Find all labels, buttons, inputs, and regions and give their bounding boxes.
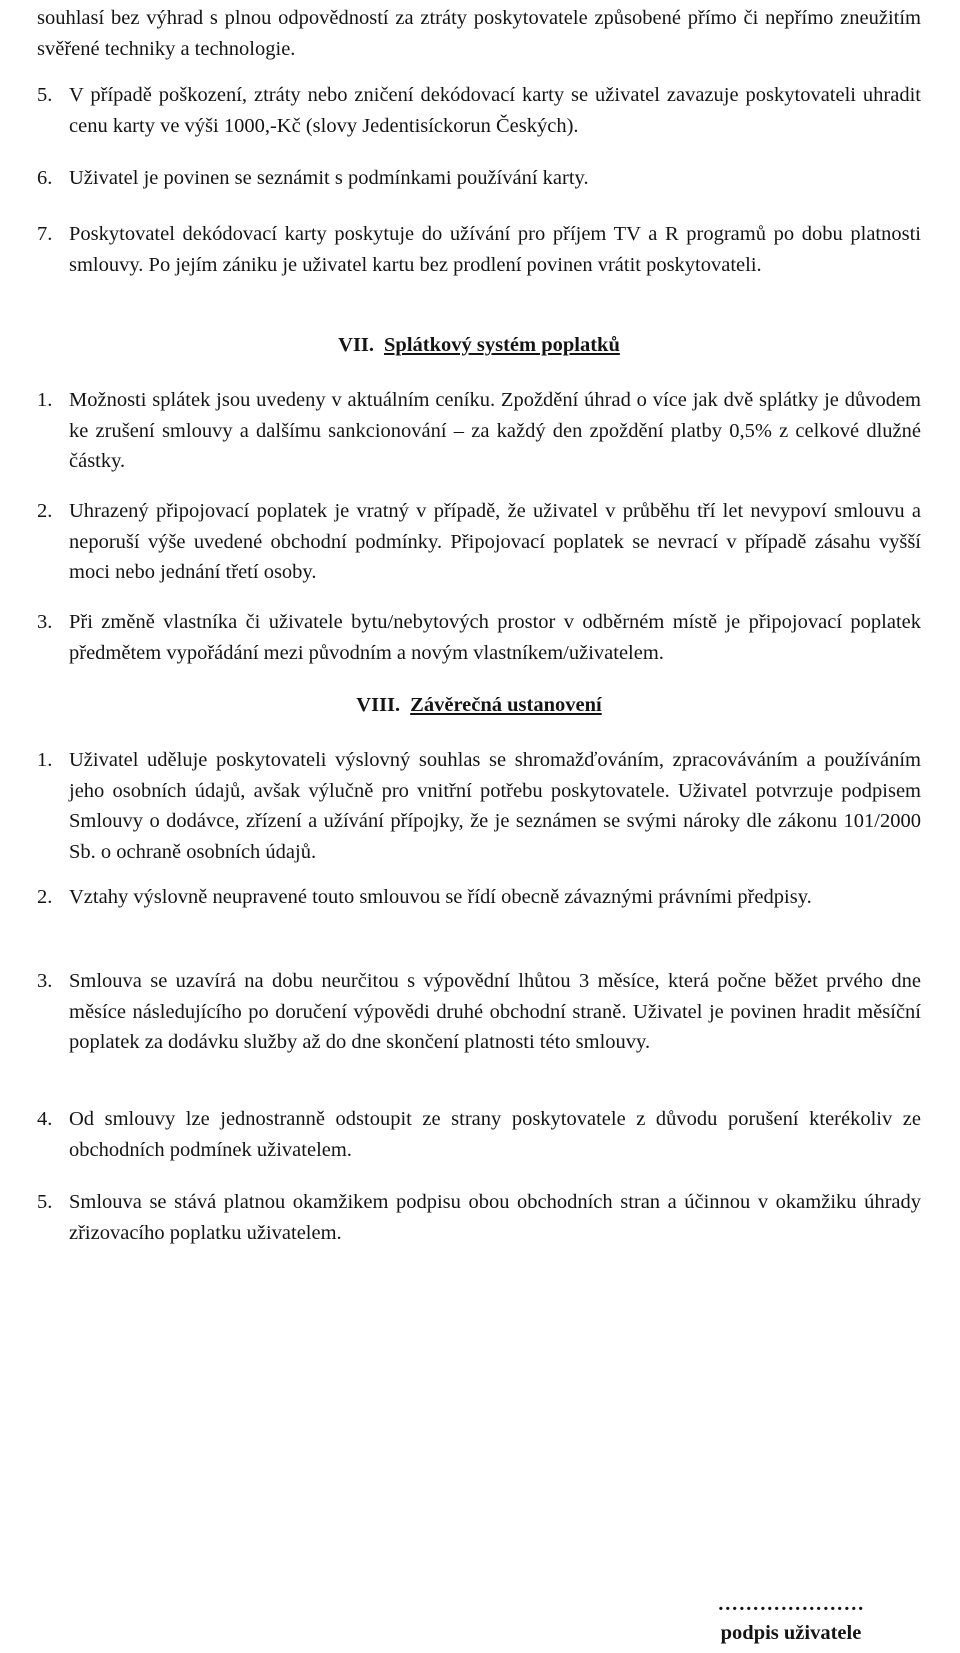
item-number: 3. [37, 970, 53, 992]
item-text: Poskytovatel dekódovací karty poskytuje do užívání pro příjem TV a R programů po dobu platnosti smlouvy. Po jejím zániku je uživatel kartu bez prodlení povinen vrátit poskytovateli. [69, 223, 921, 276]
item-text: Smlouva se uzavírá na dobu neurčitou s výpovědní lhůtou 3 měsíce, která počne běžet prvého dne měsíce následujícího po doručení výpovědi druhé obchodní straně. Uživatel je povinen hradit měsíční poplatek za dodávku služby až do dne skončení platnosti této smlouvy. [69, 970, 921, 1053]
section-vii-item-1 [37, 385, 921, 477]
item-text: Smlouva se stává platnou okamžikem podpisu obou obchodních stran a účinnou v okamžiku úhrady zřizovacího poplatku uživatelem. [69, 1191, 921, 1244]
item-text: Vztahy výslovně neupravené touto smlouvou se řídí obecně závaznými právními předpisy. [69, 886, 812, 908]
section-number: VIII. [356, 694, 401, 716]
signature-label: podpis uživatele [720, 1622, 862, 1644]
item-text: Uživatel uděluje poskytovateli výslovný souhlas se shromažďováním, zpracováváním a používáním jeho osobních údajů, avšak výlučně pro vnitřní potřebu poskytovatele. Uživatel potvrzuje podpisem Smlouvy o dodávce, zřízení a užívání přípojky, že je seznámen se svými nároky dle zákonu 101/2000 Sb. o ochraně osobních údajů. [69, 749, 921, 863]
section-vii-item-2 [37, 496, 921, 588]
item-number: 5. [37, 1191, 53, 1213]
section-vi-item-6 [37, 163, 921, 194]
section-vii-heading [37, 330, 921, 361]
section-viii-heading [37, 690, 921, 721]
section-viii-item-3 [37, 966, 921, 1058]
item-number: 6. [37, 167, 53, 189]
section-title: Závěrečná ustanovení [410, 694, 602, 716]
section-viii-item-4 [37, 1104, 921, 1165]
item-text: Od smlouvy lze jednostranně odstoupit ze strany poskytovatele z důvodu porušení kterékoliv ze obchodních podmínek uživatelem. [69, 1108, 921, 1161]
item-text: Uhrazený připojovací poplatek je vratný v případě, že uživatel v průběhu tří let nevypoví smlouvu a neporuší výše uvedené obchodní podmínky. Připojovací poplatek se nevrací v případě zásahu vyšší moci nebo jednání třetí osoby. [69, 500, 921, 583]
section-viii-item-1 [37, 745, 921, 867]
item-number: 5. [37, 84, 53, 106]
item-number: 2. [37, 500, 53, 522]
lead-paragraph: souhlasí bez výhrad s plnou odpovědností za ztráty poskytovatele způsobené přímo či nepřímo zneužitím svěřené techniky a technologie. [37, 7, 921, 60]
document-page [37, 0, 921, 1653]
section-vi-item-5 [37, 80, 921, 141]
item-text: V případě poškození, ztráty nebo zničení dekódovací karty se uživatel zavazuje poskytovateli uhradit cenu karty ve výši 1000,-Kč (slovy Jedentisíckorun Českých). [69, 84, 921, 137]
item-number: 1. [37, 749, 53, 771]
section-vi-item-7 [37, 219, 921, 280]
section-vii-item-3 [37, 607, 921, 668]
item-text: Uživatel je povinen se seznámit s podmínkami používání karty. [69, 167, 589, 189]
section-title: Splátkový systém poplatků [384, 334, 620, 356]
item-number: 7. [37, 223, 53, 245]
signature-line: ………………… [717, 1593, 865, 1615]
item-number: 4. [37, 1108, 53, 1130]
item-text: Při změně vlastníka či uživatele bytu/nebytových prostor v odběrném místě je připojovací poplatek předmětem vypořádání mezi původním a novým vlastníkem/uživatelem. [69, 611, 921, 664]
item-text: Možnosti splátek jsou uvedeny v aktuálním ceníku. Zpoždění úhrad o více jak dvě splátky je důvodem ke zrušení smlouvy a dalšímu sankcionování – za každý den zpoždění platby 0,5% z celkové dlužné částky. [69, 389, 921, 472]
section-number: VII. [338, 334, 375, 356]
item-number: 3. [37, 611, 53, 633]
item-number: 1. [37, 389, 53, 411]
item-number: 2. [37, 886, 53, 908]
section-viii-item-2 [37, 882, 921, 913]
section-viii-item-5 [37, 1187, 921, 1248]
signature-block [661, 1590, 921, 1648]
